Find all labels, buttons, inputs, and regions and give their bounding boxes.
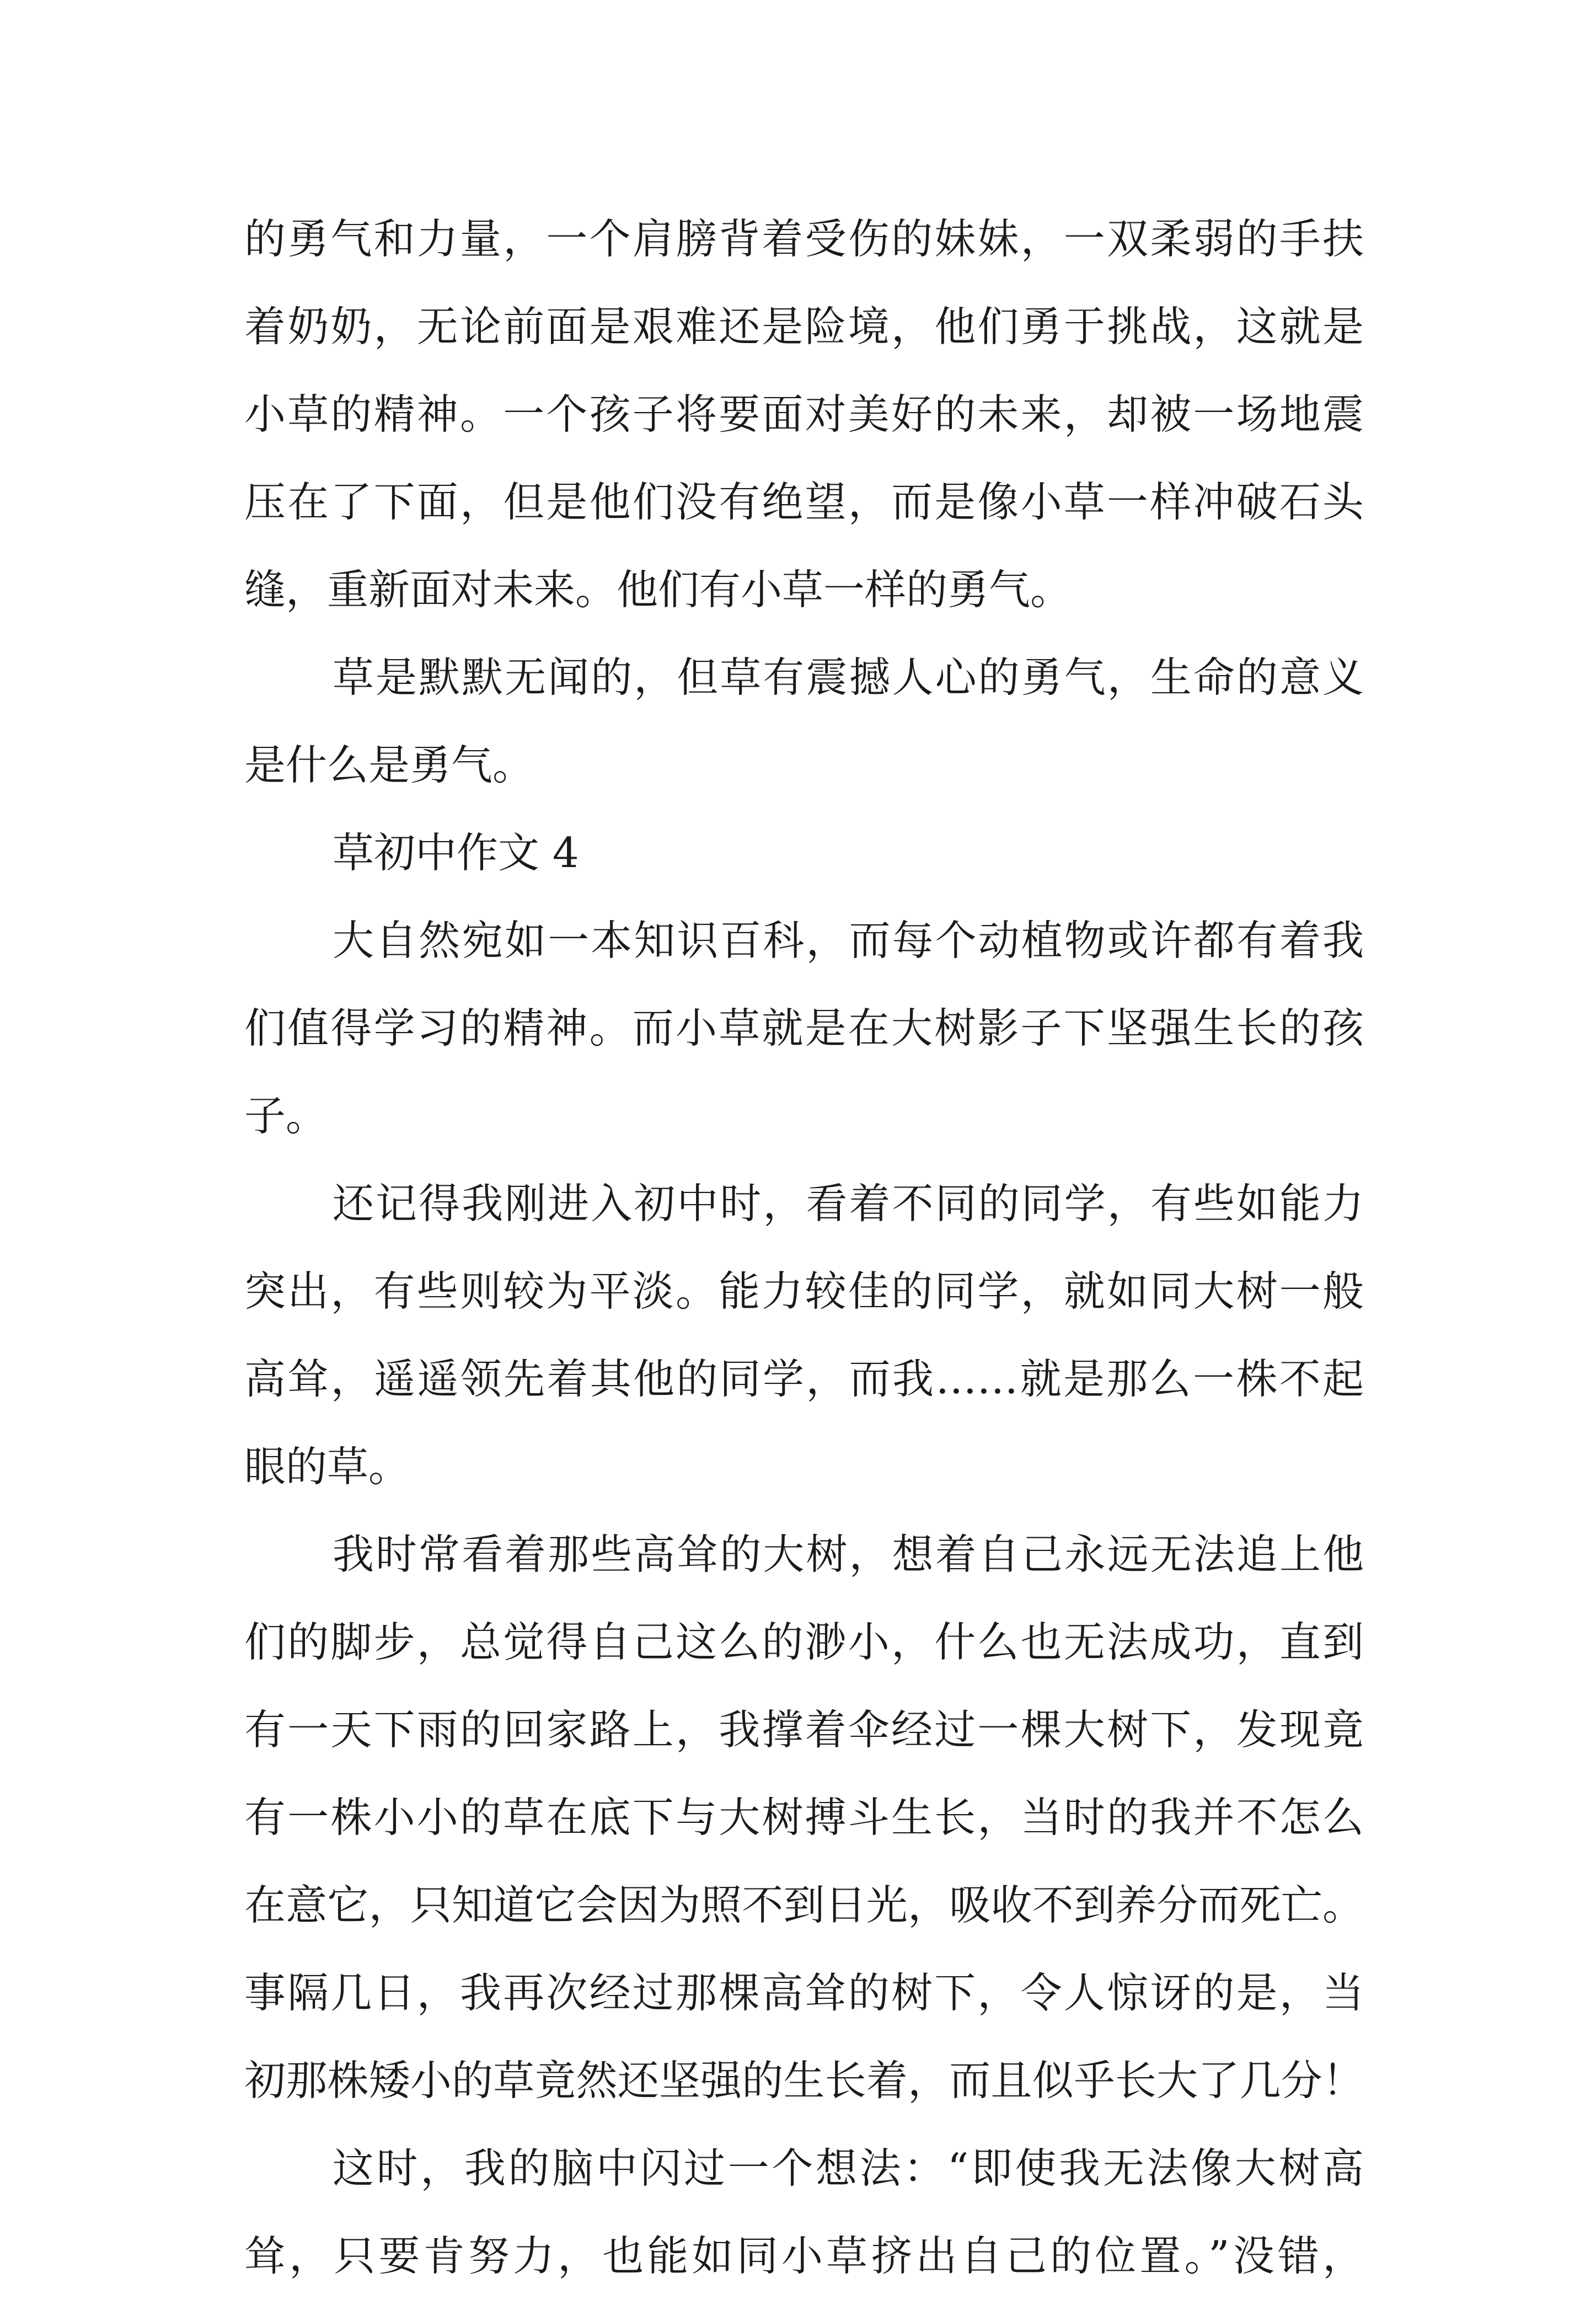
text-line: 缝，重新面对未来。他们有小草一样的勇气。 (244, 565, 1072, 614)
text-line: 们的脚步，总觉得自己这么的渺小，什么也无法成功，直到 (244, 1618, 1364, 1666)
text-line: 压在了下面，但是他们没有绝望，而是像小草一样冲破石头 (244, 478, 1364, 526)
text-line: 高耸，遥遥领先着其他的同学，而我……就是那么一株不起 (244, 1355, 1364, 1403)
text-line: 有一天下雨的回家路上，我撑着伞经过一棵大树下，发现竟 (244, 1705, 1364, 1754)
text-line: 的勇气和力量，一个肩膀背着受伤的妹妹，一双柔弱的手扶 (244, 215, 1364, 263)
text-line: 事隔几日，我再次经过那棵高耸的树下，令人惊讶的是，当 (244, 1969, 1364, 2017)
text-line: 草是默默无闻的，但草有震撼人心的勇气，生命的意义 (333, 653, 1364, 702)
text-line: 们值得学习的精神。而小草就是在大树影子下坚强生长的孩 (244, 1004, 1364, 1052)
text-line: 是什么是勇气。 (244, 741, 534, 789)
text-line: 有一株小小的草在底下与大树搏斗生长，当时的我并不怎么 (244, 1793, 1364, 1842)
text-line: 小草的精神。一个孩子将要面对美好的未来，却被一场地震 (244, 390, 1364, 438)
text-line: 在意它，只知道它会因为照不到日光，吸收不到养分而死亡。 (244, 1881, 1364, 1929)
text-line: 突出，有些则较为平淡。能力较佳的同学，就如同大树一般 (244, 1267, 1364, 1315)
text-line: 眼的草。 (244, 1442, 410, 1491)
text-line: 我时常看着那些高耸的大树，想着自己永远无法追上他 (333, 1530, 1364, 1579)
text-line: 耸，只要肯努力，也能如同小草挤出自己的位置。”没错， (244, 2232, 1364, 2280)
text-line: 这时，我的脑中闪过一个想法：“即使我无法像大树高 (333, 2144, 1364, 2192)
document-body-text (244, 195, 1364, 2300)
text-line: 大自然宛如一本知识百科，而每个动植物或许都有着我 (333, 916, 1364, 965)
text-line: 还记得我刚进入初中时，看着不同的同学，有些如能力 (333, 1179, 1364, 1228)
text-line: 着奶奶，无论前面是艰难还是险境，他们勇于挑战，这就是 (244, 302, 1364, 351)
text-line: 草初中作文 4 (333, 828, 579, 877)
text-line: 初那株矮小的草竟然还坚强的生长着，而且似乎长大了几分！ (244, 2056, 1364, 2105)
text-line: 子。 (244, 1092, 328, 1140)
